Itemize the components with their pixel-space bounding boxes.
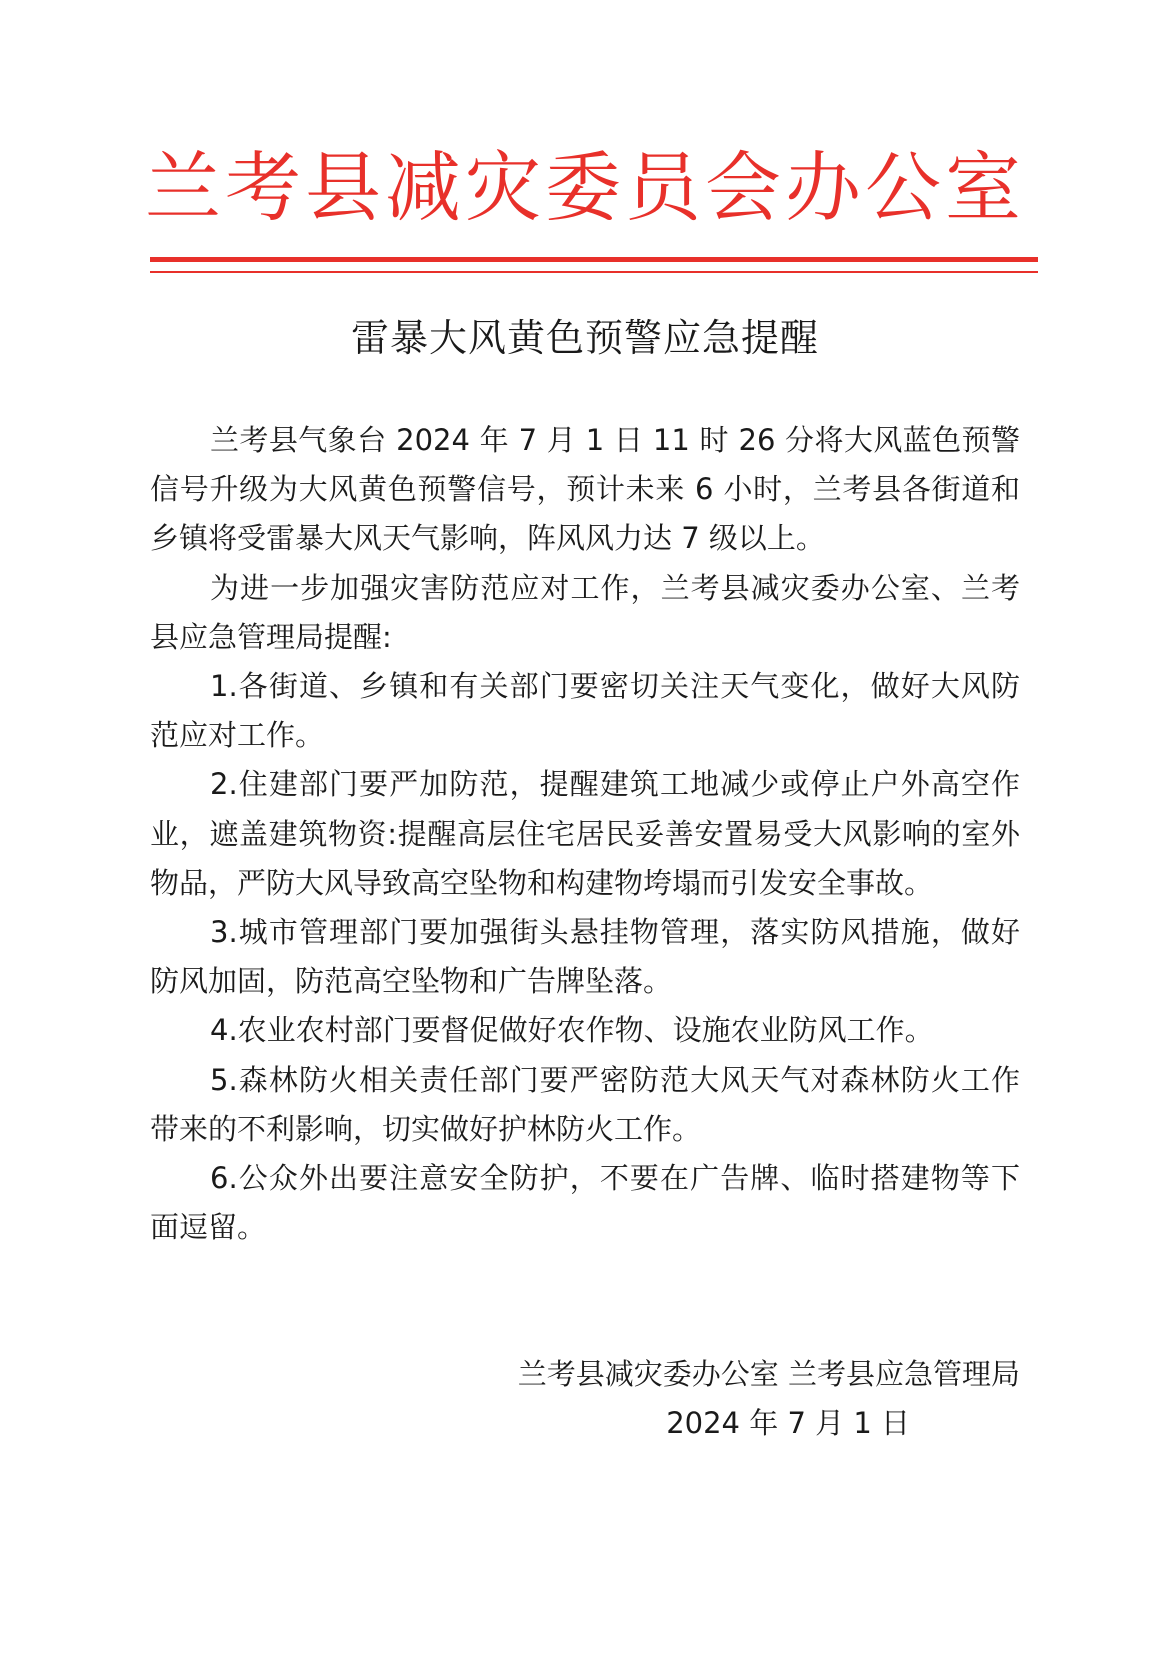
paragraph-item-1: 1.各街道、乡镇和有关部门要密切关注天气变化，做好大风防范应对工作。 [150,669,1020,753]
signature-date: 2024 年 7 月 1 日 [666,1406,910,1441]
letterhead-title: 兰考县减灾委员会办公室 [145,143,1025,232]
document-title: 雷暴大风黄色预警应急提醒 [350,316,819,360]
document-body [150,416,1020,1252]
paragraph-item-4: 4.农业农村部门要督促做好农作物、设施农业防风工作。 [210,1013,934,1048]
signature-organizations: 兰考县减灾委办公室 兰考县应急管理局 [517,1357,1020,1391]
letterhead-divider-thick [150,257,1038,262]
paragraph-item-6: 6.公众外出要注意安全防护，不要在广告牌、临时搭建物等下面逗留。 [150,1161,1020,1245]
signature-block [150,1350,1020,1448]
paragraph-item-5: 5.森林防火相关责任部门要严密防范大风天气对森林防火工作带来的不利影响，切实做好护林防火工作。 [150,1062,1020,1146]
paragraph-reminder-intro: 为进一步加强灾害防范应对工作，兰考县减灾委办公室、兰考县应急管理局提醒: [150,570,1020,654]
paragraph-warning-summary: 兰考县气象台 2024 年 7 月 1 日 11 时 26 分将大风蓝色预警信号升级为大风黄色预警信号，预计未来 6 小时，兰考县各街道和乡镇将受雷暴大风天气影响，阵风风力达 7 级以上。 [150,423,1020,556]
paragraph-item-3: 3.城市管理部门要加强街头悬挂物管理，落实防风措施，做好防风加固，防范高空坠物和广告牌坠落。 [150,915,1020,999]
paragraph-item-2: 2.住建部门要严加防范，提醒建筑工地减少或停止户外高空作业，遮盖建筑物资:提醒高层住宅居民妥善安置易受大风影响的室外物品，严防大风导致高空坠物和构建物垮塌而引发安全事故。 [150,767,1020,900]
letterhead-divider-thin [150,271,1038,273]
